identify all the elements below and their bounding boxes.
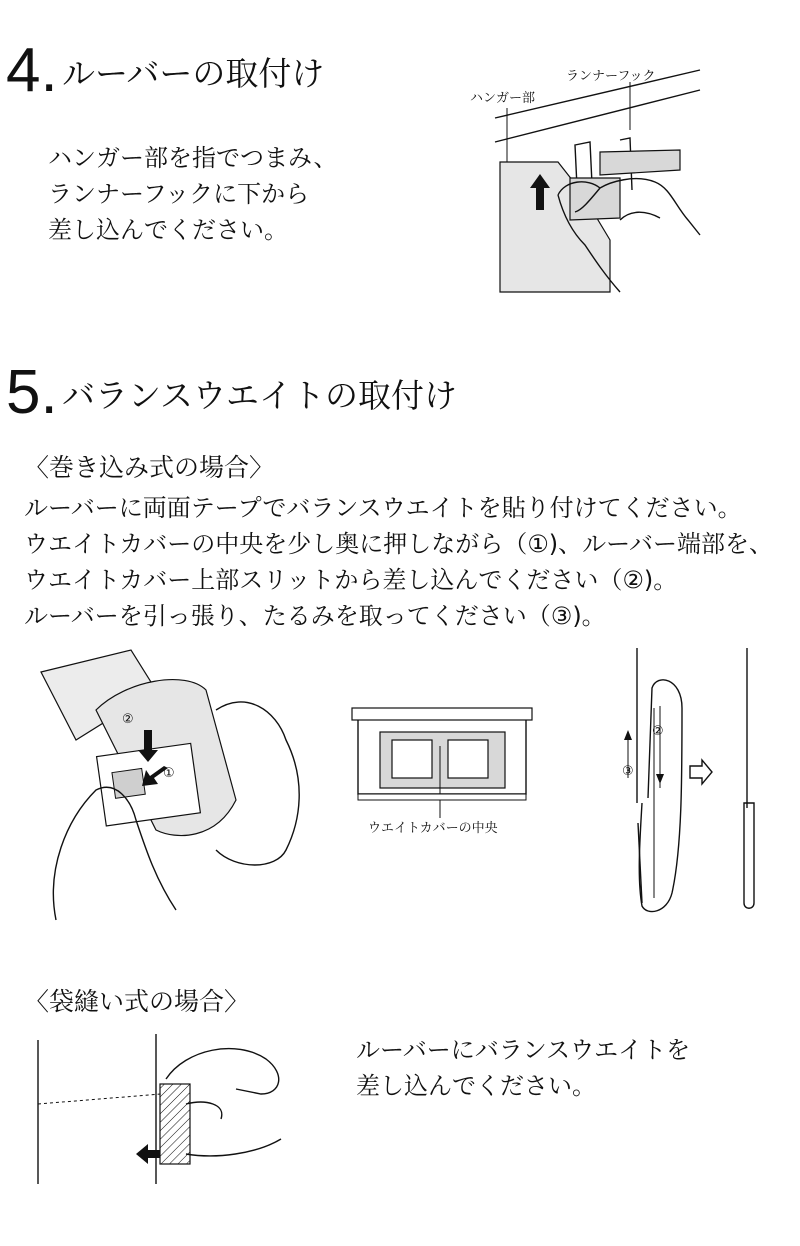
section4-line-2: ランナーフックに下から (48, 180, 310, 208)
section4-line-3: 差し込んでください。 (48, 216, 288, 244)
section4-title: ルーバーの取付け (62, 54, 325, 93)
section4-instructions (48, 140, 337, 248)
insert-louver-illustration (36, 650, 326, 930)
sewn-type-heading: 〈袋縫い式の場合〉 (24, 987, 250, 1016)
sewn-line-2: 差し込んでください。 (356, 1072, 596, 1100)
marker-3-side: ③ (622, 764, 634, 779)
marker-2-insert: ② (122, 712, 134, 727)
louver-install-illustration (470, 70, 730, 300)
roll-line-2: ウエイトカバーの中央を少し奥に押しながら（①)、ルーバー端部を、 (24, 530, 773, 558)
runner-hook-label: ランナーフック (566, 69, 656, 84)
section5-title: バランスウエイトの取付け (62, 376, 458, 415)
roll-line-1: ルーバーに両面テープでバランスウエイトを貼り付けてください。 (24, 494, 742, 522)
section4-line-1: ハンガー部を指でつまみ、 (48, 144, 338, 172)
sewn-type-illustration (36, 1034, 296, 1184)
hanger-label: ハンガー部 (470, 91, 536, 106)
roll-line-4: ルーバーを引っ張り、たるみを取ってください（③)。 (24, 602, 606, 630)
weight-cover-illustration (350, 706, 535, 806)
marker-1-insert: ① (163, 766, 175, 781)
section5-number: 5. (6, 358, 58, 427)
sewn-line-1: ルーバーにバランスウエイトを (356, 1036, 691, 1064)
weight-cover-center-label: ウエイトカバーの中央 (368, 821, 498, 836)
side-view-illustration (612, 648, 772, 918)
roll-line-3: ウエイトカバー上部スリットから差し込んでください（②)。 (24, 566, 678, 594)
marker-2-side: ② (652, 724, 664, 739)
sewn-type-instructions (356, 1032, 690, 1104)
roll-type-instructions (24, 490, 773, 634)
section4-number: 4. (6, 36, 58, 105)
roll-type-heading: 〈巻き込み式の場合〉 (24, 453, 275, 482)
